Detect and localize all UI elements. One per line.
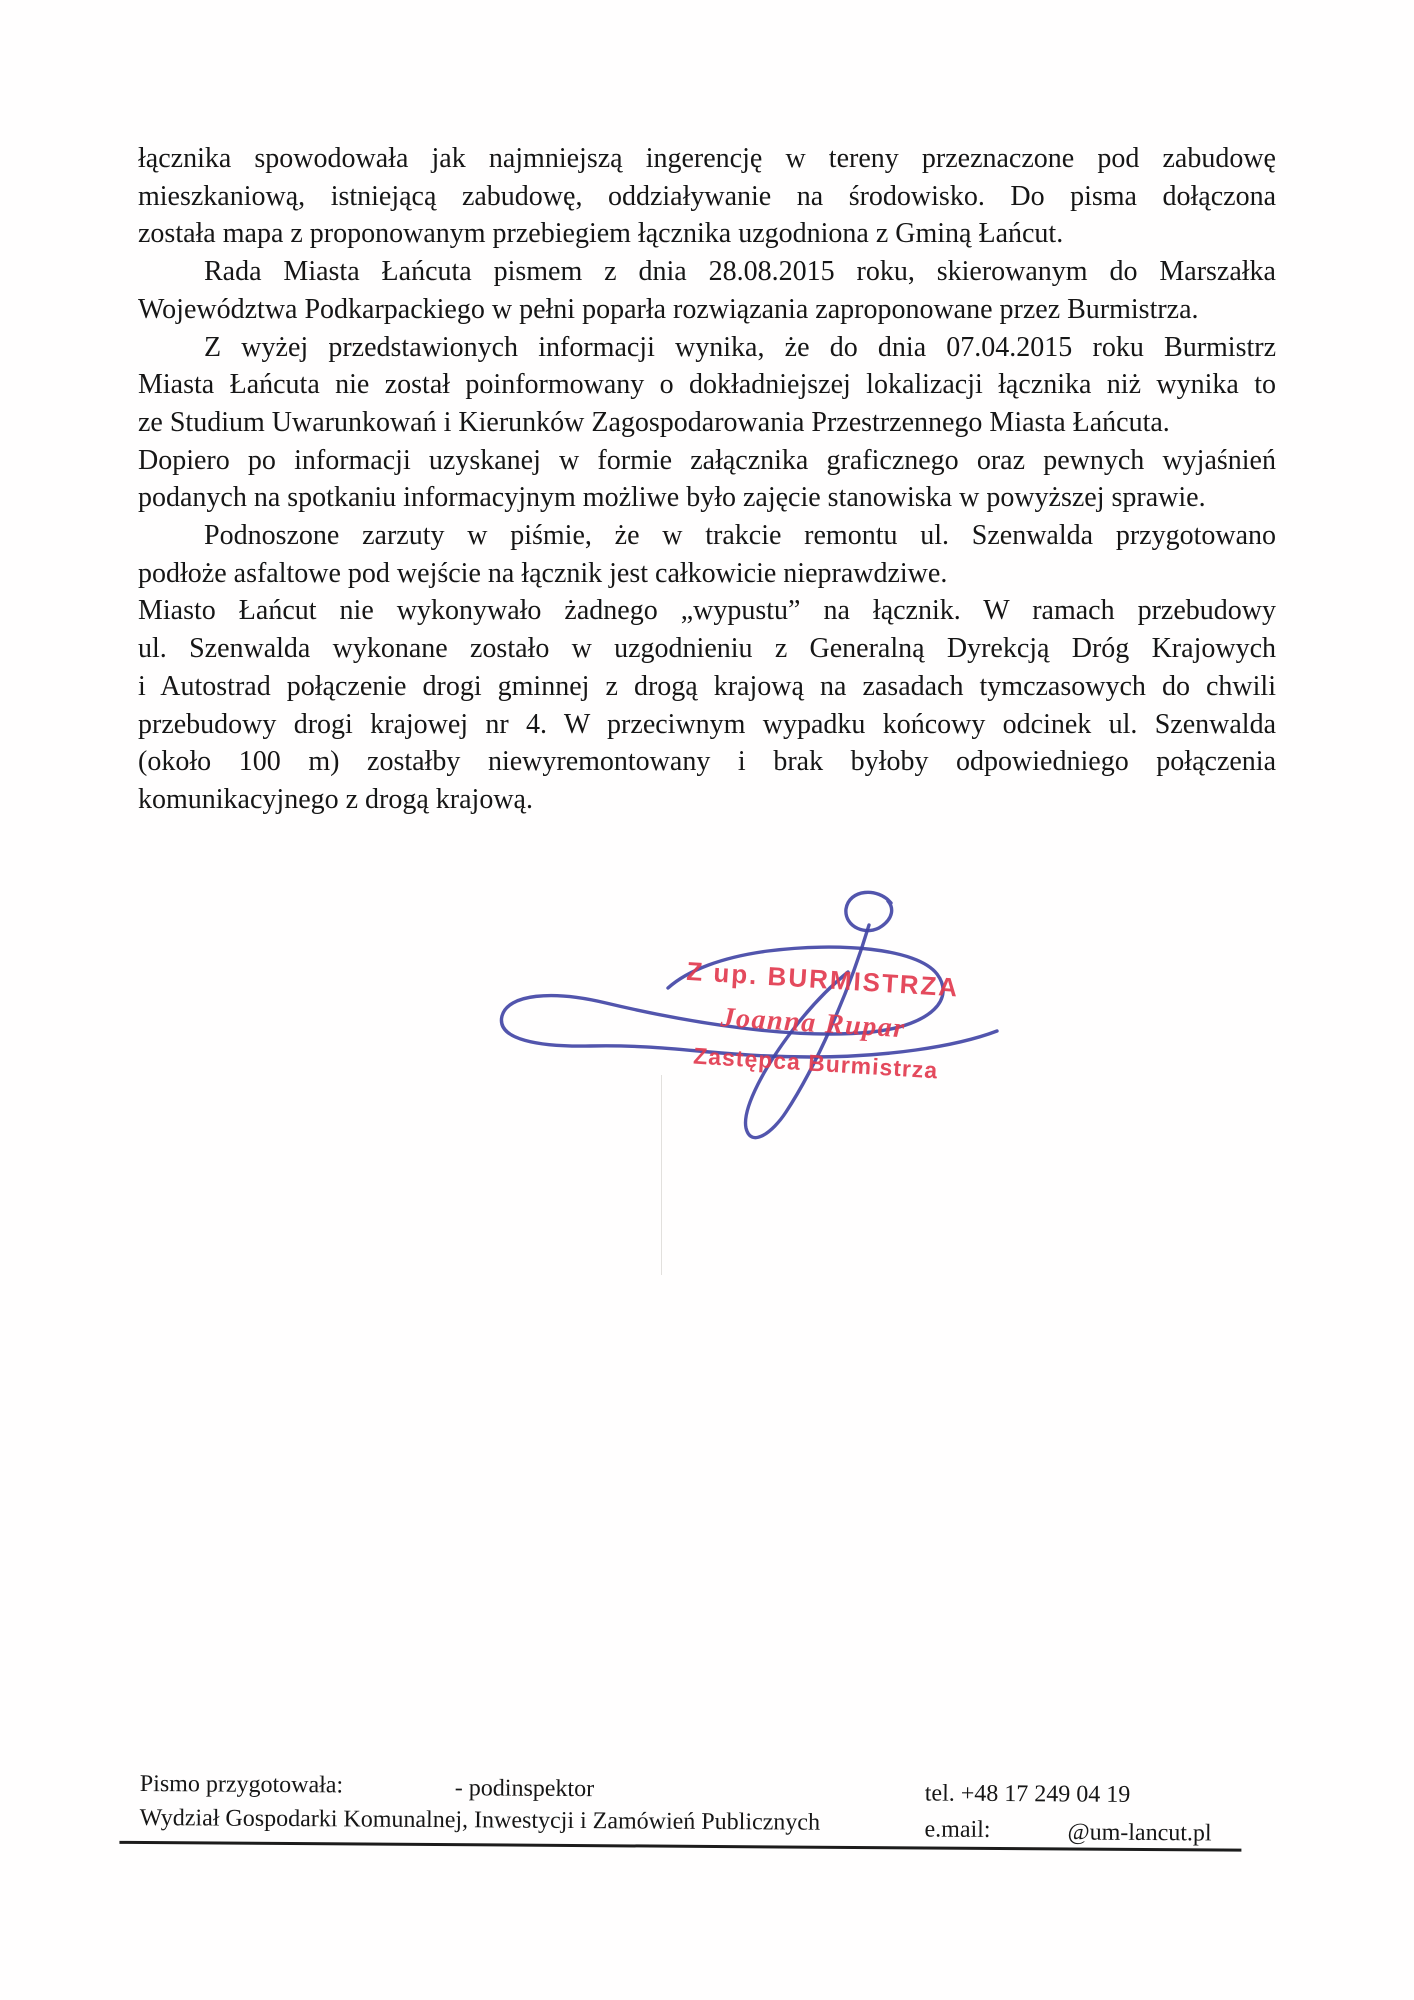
body-line: ze Studium Uwarunkowań i Kierunków Zagospodarowania Przestrzennego Miasta Łańcuta.: [138, 406, 1170, 438]
signature-stroke-top-curl: [846, 892, 892, 930]
body-line: (około 100 m) zostałby niewyremontowany i brak byłoby odpowiedniego połączenia: [138, 746, 1276, 778]
footer-prepared-role: - podinspektor: [454, 1775, 595, 1803]
body-line: ul. Szenwalda wykonane zostało w uzgodnieniu z Generalną Dyrekcją Dróg Krajowych: [138, 633, 1276, 665]
stamp-signer-name: Joanna Rupar: [719, 1002, 907, 1045]
footer-department: Wydział Gospodarki Komunalnej, Inwestycji i Zamówień Publicznych: [139, 1804, 821, 1836]
footer-phone: tel. +48 17 249 04 19: [924, 1780, 1131, 1808]
scan-crease: [661, 1075, 662, 1275]
body-text: [138, 140, 1276, 819]
footer-email-label: e.mail:: [924, 1816, 991, 1843]
body-line: przebudowy drogi krajowej nr 4. W przeciwnym wypadku końcowy odcinek ul. Szenwalda: [138, 708, 1276, 740]
body-line: podanych na spotkaniu informacyjnym możliwe było zajęcie stanowiska w powyższej sprawie.: [138, 482, 1206, 514]
body-line: komunikacyjnego z drogą krajową.: [138, 783, 533, 815]
body-line: Dopiero po informacji uzyskanej w formie załącznika graficznego oraz pewnych wyjaśnień: [138, 444, 1276, 476]
body-line: mieszkaniową, istniejącą zabudowę, oddziaływanie na środowisko. Do pisma dołączona: [138, 180, 1276, 212]
body-line: Województwa Podkarpackiego w pełni poparła rozwiązania zaproponowane przez Burmistrza.: [138, 293, 1199, 325]
footer-prepared-label: Pismo przygotowała:: [139, 1770, 344, 1799]
footer: [0, 1762, 1414, 1862]
body-line: i Autostrad połączenie drogi gminnej z drogą krajową na zasadach tymczasowych do chwili: [138, 670, 1276, 702]
body-line: została mapa z proponowanym przebiegiem łącznika uzgodniona z Gminą Łańcut.: [138, 218, 1064, 250]
body-line: Miasto Łańcut nie wykonywało żadnego „wypustu” na łącznik. W ramach przebudowy: [138, 595, 1276, 627]
body-line: Z wyżej przedstawionych informacji wynika, że do dnia 07.04.2015 roku Burmistrz: [204, 331, 1276, 363]
footer-email-domain: @um-lancut.pl: [1067, 1819, 1212, 1847]
deputy-mayor-stamp: [630, 945, 1019, 1128]
body-line: Miasta Łańcuta nie został poinformowany o dokładniejszej lokalizacji łącznika niż wynika to: [138, 369, 1276, 401]
body-line: podłoże asfaltowe pod wejście na łącznik jest całkowicie nieprawdziwe.: [138, 557, 948, 589]
body-line: Podnoszone zarzuty w piśmie, że w trakcie remontu ul. Szenwalda przygotowano: [204, 520, 1276, 552]
stamp-signer-title: Zastępca Burmistrza: [692, 1042, 939, 1084]
stamp-authority-line: Z up. BURMISTRZA: [685, 955, 961, 1003]
body-line: Rada Miasta Łańcuta pismem z dnia 28.08.2015 roku, skierowanym do Marszałka: [204, 256, 1276, 288]
body-line: łącznika spowodowała jak najmniejszą ingerencję w tereny przeznaczone pod zabudowę: [138, 143, 1276, 174]
